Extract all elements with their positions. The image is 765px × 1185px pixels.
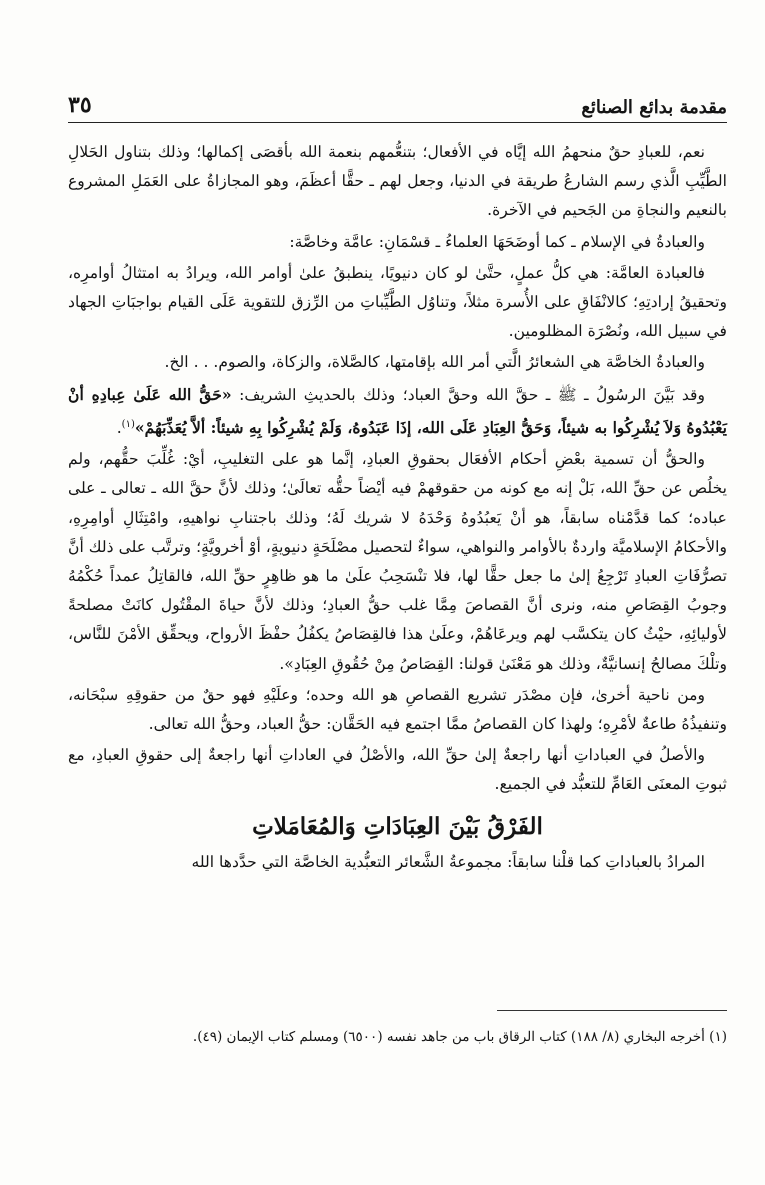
footnote-reference: (١) [121,418,135,430]
section-heading: الفَرْقُ بَيْنَ العِبَادَاتِ وَالمُعَامَلاتِ [252,812,543,840]
page-body [68,138,727,879]
hadith-tail: . [116,419,122,438]
page-header [68,88,727,118]
page-number: ٣٥ [68,92,92,118]
header-rule [68,122,727,123]
paragraph-7: ومن ناحية أخرىٰ، فإن مصْدَر تشريع القصاصِ هو الله وحده؛ وعلَيْهِ فهو حقٌ من حقوقِهِ سبْحَانه، وتنفيذُهُ طاعةٌ لأمْرِهِ؛ ولهذا كان القصاصُ ممَّا اجتمع فيه الحَقَّان: حقُّ العباد، وحقُّ الله تعالى. [68,685,727,734]
paragraph-3: فالعبادة العامَّة: هي كلُّ عملٍ، حتَّىٰ لو كان دنيويًا، ينطبقُ علىٰ أوامر الله، ويرادُ به امتثالُ أوامرِه، وتحقيقُ إرادتِهِ؛ كالانْفَاقِ على الأُسرة مثلاً، وتناوُل الطَّيِّباتِ من الرِّزق للتقوية عَلَى القيام بواجبَاتِ الجهاد في سبيل الله، ونُصْرَة المظلومين. [68,263,727,341]
paragraph-5-hadith [68,380,727,444]
hadith-text: «حَقُّ الله عَلَىٰ عِبادِهِ أنْ يَعْبُدُوهُ وَلاَ يُشْرِكُوا به شيئاً، وَحَقُّ العِبَادِ عَلَى الله، إذَا عَبَدُوهُ، وَلَمْ يُشْرِكُوا بِهِ شيئاً: ألاَّ يُعَذِّبَهُمْ» [68,384,727,438]
hadith-lead: وقد بَيَّنَ الرسُولُ ـ ﷺ ـ حقَّ الله وحقَّ العباد؛ وذلك بالحديثِ الشريف: [231,385,705,404]
running-title: مقدمة بدائع الصنائع [581,97,727,118]
paragraph-4: والعبادةُ الخاصَّة هي الشعائرُ الَّتي أمر الله بإقامتها، كالصَّلاة، والزكاة، والصوم. . . الخ. [164,353,705,372]
footnote-rule [497,1010,727,1011]
paragraph-6: والحقُّ أن تسمية بعْضِ أحكام الأفعَال بحقوقِ العبادِ، إنَّما هو على التغليبِ، أيْ: غُلِّبَ حقُّهم، ولم يخلُص عن حقِّ الله، بَلْ إنه مع كونه من حقوقهمْ فيه أيْضاً حقُّه تعالَىٰ؛ وذلك لأنَّ حقَّ الله ـ تعالى ـ على عباده؛ كما قدَّمْناه سابقاً، هو أنْ يَعبُدُوهُ وَحْدَهُ لا شريك لَهُ؛ وذلك باجتنابِ نواهيهِ، وامْتِثَالِ أوامِرِهِ، والأحكامُ الإسلاميَّة واردةٌ بالأوامر والنواهي، سواءٌ لتحصيل مصْلَحَةٍ دنيويةٍ، أوْ أخرويَّةٍ؛ وترتَّب على ذلك أنَّ تصرُّفَاتِ العبادِ تَرْجِعُ إلىٰ ما جعل حقًّا لها، فلا تنْسَحِبُ علَىٰ ما هو ظاهِرٍ حقِّ الله، فالقاتِلُ عمداً حُكْمُهُ وجوبُ القِصَاصِ منه، ونرى أنَّ القصاصَ مِمَّا غلب حقُّ العبادِ؛ وذلك لأنَّ حياةَ المقْتُول كانَتْ مصلحةً لأوليائِهِ، حيْثُ كان يتكسَّب لهم ويرعَاهُمْ، وعلَىٰ هذا فالقِصَاصُ يكفُلُ حفْظَ الأرواح، ويحقِّق الأمْنَ للنَّاس، وتلْكَ مصالحُ إنسانيَّةٌ، وذلك هو مَعْنَىٰ قولنا: القِصَاصُ مِنْ حُقُوقِ العِبَادِ». [68,450,727,673]
paragraph-8: والأصلُ في العباداتِ أنها راجعةٌ إلىٰ حقِّ الله، والأصْلُ في العاداتِ أنها راجعةٌ إلى حقوقِ العبادِ، مع ثبوتِ المعنَى العَامِّ للتعبُّد في الجميع. [68,746,727,794]
footnote: (١) أخرجه البخاري (٨/ ١٨٨) كتاب الرقاق باب من جاهد نفسه (٦٥٠٠) ومسلم كتاب الإيمان (٤٩). [192,1029,727,1045]
closing-paragraph: المرادُ بالعباداتِ كما قلْنا سابقاً: مجموعةُ الشَّعائر التعبُّدية الخاصَّة التي حدَّدها الله [191,852,705,871]
paragraph-1: نعم، للعبادِ حقٌ منحهمُ الله إيَّاه في الأفعال؛ بتنعُّمهم بنعمة الله بأقصَى إكمالها؛ وذلك بتناول الحَلالِ الطَّيِّبِ الَّذي رسم الشارعُ طريقة في الدنيا، وجعل لهم ـ حقًّا أعظَمَ، وهو المجازاةُ على العَمَلِ المشروع بالنعيم والنجاةِ من الجَحيم في الآخرة. [68,143,727,220]
paragraph-2: والعبادةُ في الإسلام ـ كما أوضَحَهَا العلماءُ ـ قسْمَانِ: عامَّة وخاصَّة: [289,232,705,251]
